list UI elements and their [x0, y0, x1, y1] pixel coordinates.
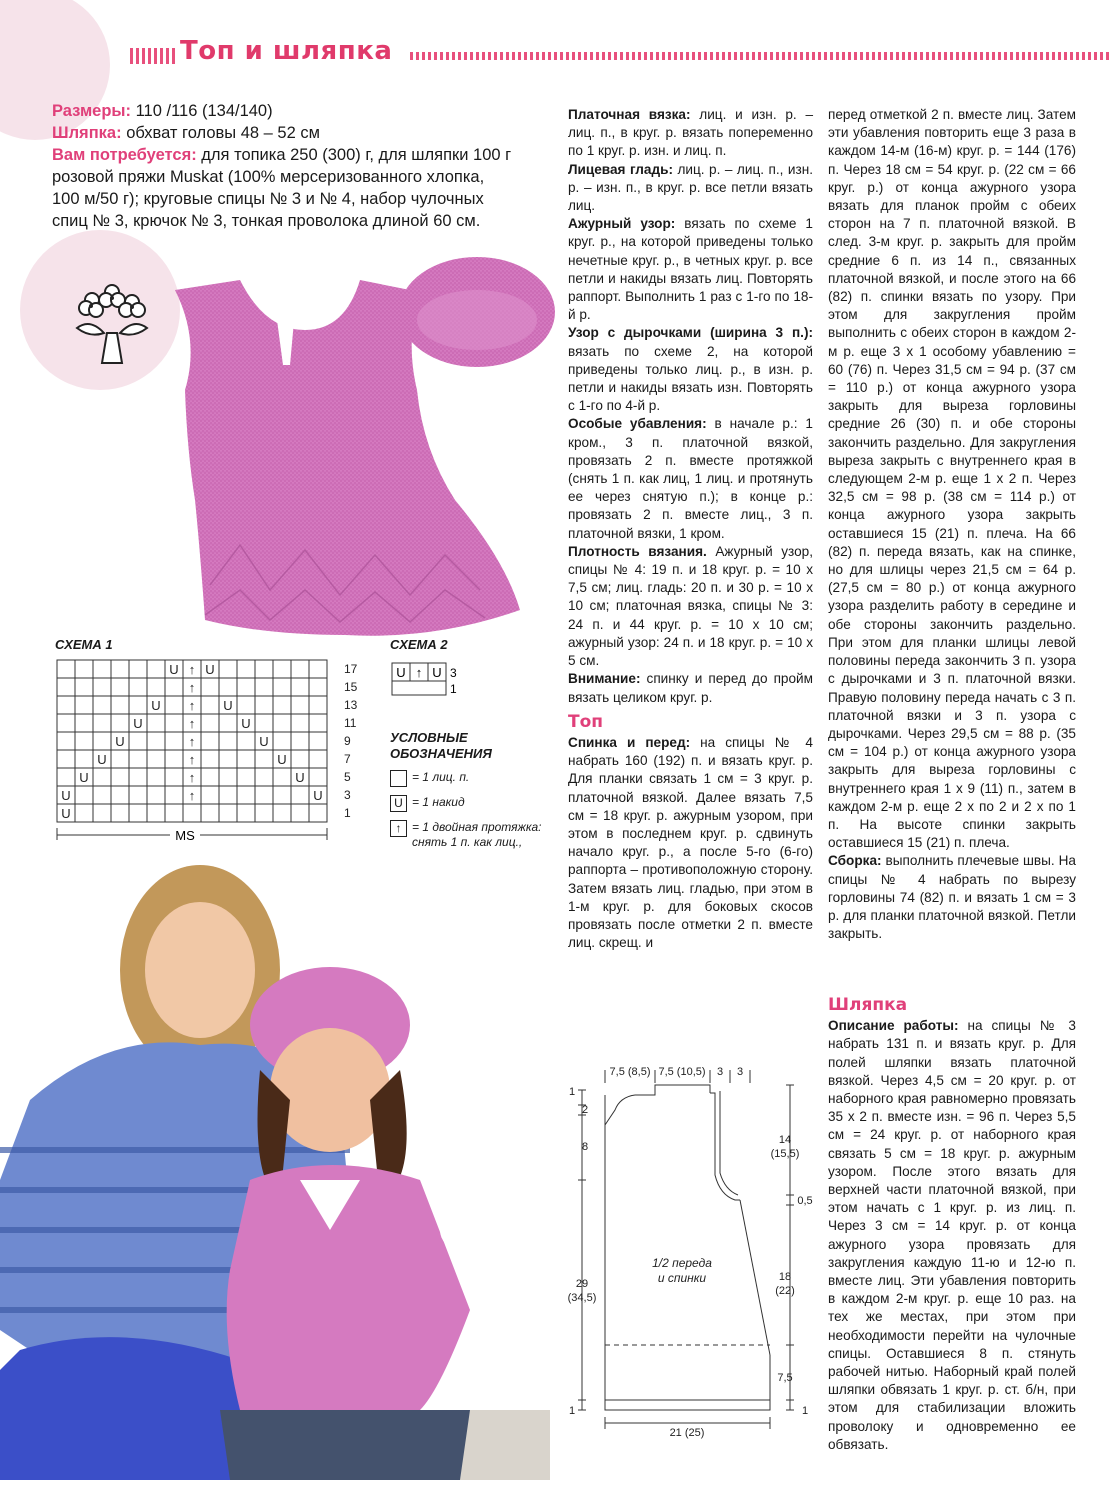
section-label: Лицевая гладь: [568, 161, 673, 177]
section-label: Платочная вязка: [568, 107, 691, 122]
yarn-over-symbol: U [390, 795, 407, 812]
photo-children-wearing-items [0, 850, 550, 1480]
title-bar [130, 36, 1111, 72]
yarn-over-cell: U [61, 788, 71, 803]
legend-title: УСЛОВНЫЕ ОБОЗНАЧЕНИЯ [390, 730, 492, 761]
yarn-over-cell: U [61, 806, 71, 821]
pattern-center-label: 1/2 переда [652, 1256, 712, 1270]
pattern-dim-label: 3 [716, 1066, 724, 1078]
section-label: Сборка: [828, 853, 882, 869]
schema1-row-label: 13 [344, 698, 358, 712]
schema2-title: СХЕМА 2 [390, 637, 448, 652]
pattern-dim-label: 14 [778, 1134, 792, 1146]
pattern-dim-label: 2 [581, 1104, 589, 1116]
double-decrease-cell: ↑ [188, 680, 196, 695]
section-label: Ажурный узор: [568, 216, 676, 232]
section-text: выполнить плечевые швы. На спицы № 4 набрать по вырезу горловины 74 (82) п. и вязать 1 см = 3 р. для планки платочной вязкой. Петли закрыть. [828, 853, 1076, 942]
title-stripes [130, 48, 175, 64]
double-decrease-cell: ↑ [188, 752, 196, 767]
yarn-over-cell: U [79, 770, 89, 785]
legend-item [390, 795, 550, 812]
yarn-over-cell: U [295, 770, 305, 785]
materials-line: розовой пряжи Muskat (100% мерсеризованного хлопка, [52, 168, 485, 186]
double-decrease-cell: ↑ [188, 734, 196, 749]
section-text: лиц. и изн. р. – лиц. п., в круг. р. вязать попеременно по 1 круг. р. изн. и лиц. п. [568, 107, 813, 159]
section-title-top: Топ [568, 711, 604, 732]
schema2-cell: ↑ [415, 665, 423, 680]
schema1-chart [52, 658, 372, 848]
hat-value: обхват головы 48 – 52 см [126, 124, 320, 142]
section-label: Особые убавления: [568, 416, 707, 432]
legend-text: = 1 накид [412, 795, 465, 809]
section-text: на спицы № 3 набрать 131 п. и вязать круг. р. Для полей шляпки вязать платочной вязкой. Через 4,5 см = 20 круг. р. от наборного края равномерно провязать 35 x 2 п. вместе изн. = 96 п. Через 5,5 см = 24 круг. р. от наборного края связать 5 см = 18 круг. р. ажурным узором. После этого вязать для верхней части платочной вязкой, при этом начать с 1 круг. р. из лиц. п. Через 3 см = 14 круг. р. от конца ажурного узора провязать для закругления каждую 11-ю и 12-ю п. вместе лиц. Эти убавления повторить в каждом 2-м круг. р. еще 10 раз. на тех же местах, при этом при необходимости перейти на чулочные спицы. Оставшиеся 8 п. стянуть рабочей нитью. Наборный край полей шляпки обвязать 1 круг. р. ст. б/н, при этом для стабилизации вложить проволоку и одновременно ее обвязать. [828, 1018, 1076, 1452]
pattern-diagram [560, 1055, 820, 1455]
yarn-over-cell: U [313, 788, 323, 803]
product-photo-top-and-hat [155, 250, 565, 640]
section-label: Узор с дырочками (ширина 3 п.): [568, 325, 813, 341]
yarn-over-cell: U [259, 734, 269, 749]
instructions-column-2 [568, 106, 813, 952]
schema1-row-label: 17 [344, 662, 358, 676]
schema2-chart [390, 660, 470, 700]
yarn-over-cell: U [115, 734, 125, 749]
intro-block [52, 100, 522, 232]
materials-label: Вам потребуется: [52, 146, 197, 164]
double-decrease-cell: ↑ [188, 788, 196, 803]
pattern-dim-label: (15,5) [770, 1148, 800, 1160]
legend-text: = 1 лиц. п. [412, 770, 470, 784]
schema2-cell: U [432, 665, 442, 680]
page-title: Топ и шляпка [180, 36, 393, 66]
double-decrease-cell: ↑ [188, 716, 196, 731]
knit-stitch-symbol [390, 770, 407, 787]
pattern-dim-label: 7,5 (8,5) [609, 1066, 651, 1078]
materials-line: 100 м/50 г); круговые спицы № 3 и № 4, набор чулочных [52, 190, 484, 208]
schema1-row-label: 11 [344, 716, 357, 730]
schema1-row-label: 1 [344, 806, 351, 820]
section-text: Ажурный узор, спицы № 4: 19 п. и 18 круг. р. = 10 x 7,5 см; лиц. гладь: 20 п. и 30 р. = 10 x 10 см; платочная вязка, спицы № 3: 24 п. и 44 круг. р. = 10 x 10 см; ажурный узор: 24 п. и 18 круг. р. = 10 x 5 см. [568, 543, 814, 669]
schema2-cell: U [396, 665, 406, 680]
schema1-row-label: 15 [344, 680, 358, 694]
section-text: спинку и перед до пройм вязать целиком круг. р. [568, 671, 813, 705]
section-text: вязать по схеме 1 круг. р., на которой приведены только нечетные круг. р., в четных круг. р. все петли и накиды вязать лиц. Повторять раппорт. Выполнить 1 раз с 1-го по 18-й р. [568, 216, 813, 323]
legend-item [390, 770, 550, 787]
materials-line: спиц № 3, крючок № 3, тонкая проволока длиной 60 см. [52, 212, 481, 230]
yarn-over-cell: U [97, 752, 107, 767]
schema2-row-label: 1 [450, 682, 457, 696]
double-decrease-cell: ↑ [188, 662, 196, 677]
pattern-dim-label: 1 [801, 1405, 809, 1417]
double-decrease-cell: ↑ [188, 770, 196, 785]
flower-bouquet-icon [62, 278, 162, 368]
pattern-dim-label: (34,5) [567, 1292, 597, 1304]
pattern-dim-label: 21 (25) [669, 1427, 705, 1439]
legend-text: = 1 двойная протяжка: снять 1 п. как лиц., [412, 820, 542, 849]
section-title-hat: Шляпка [828, 995, 908, 1015]
instructions-column-3 [828, 106, 1076, 943]
yarn-over-cell: U [169, 662, 179, 677]
pattern-dim-label: 8 [581, 1141, 589, 1153]
pattern-dim-label: 1 [568, 1086, 576, 1098]
double-decrease-symbol: ↑ [390, 820, 407, 837]
pattern-dim-label: 1 [568, 1405, 576, 1417]
yarn-over-cell: U [205, 662, 215, 677]
section-text: в начале р.: 1 кром., 3 п. платочной вязкой, провязать 2 п. вместе протяжкой (снять 1 п. как лиц, 1 лиц. и протянуть ее через снятую п.); в конце р.: провязать 2 п. вместе лиц., 3 п. платочной вязки, 1 кром. [568, 416, 813, 541]
schema1-repeat-label: MS [175, 828, 195, 843]
section-text: перед отметкой 2 п. вместе лиц. Затем эти убавления повторить еще 3 раза в каждом 14-м (16-м) круг. р. = 144 (176) п. Через 18 см = 54 круг. р. (22 см = 66 круг. р.) от конца ажурного узора вязать для планок пройм с обеих сторон на 7 п. платочной вязкой. В след. 3-м круг. р. закрыть для пройм средние 6 п. из 14 п., связанных платочной вязкой, и после этого на 66 (82) п. спинки вязать по узору. При этом для закругления пройм выполнить с обеих сторон в каждом 2-м р. еще 3 x 1 особому убавлению = 60 (76) п. Через 31,5 см = 94 р. (37 см = 110 р.) от конца ажурного узора закрыть для выреза горловины средние 26 (30) п. и обе стороны закончить раздельно. Для закругления выреза закрыть с внутреннего края в следующем 2-м р. еще 1 x 2 п. Через 32,5 см = 98 р. (38 см = 114 р.) от конца ажурного узора закрыть оставшиеся 15 (21) п. плеча. На 66 (82) п. переда вязать, как на спинке, но для шлицы через 21,5 см = 64 р. (27,5 см = 80 р.) от конца ажурного узора разделить работу в середине и обе стороны закончить раздельно. При этом для планки шлицы левой половины переда закончить 3 п. узора с дырочками и 3 п. платочной вязки. Правую половину переда начать с 3 п. платочной вязки и 3 п. узора с дырочками. Через 29,5 см = 88 р. (35 см = 104 р.) от конца ажурного узора закрыть для выреза горловины с внутреннего края 1 x 9 (11) п., затем в каждом 2-м р. еще 2 x по 2 и 2 x по 1 п. На высоте спинки закрыть оставшиеся 15 (21) п. плеча. [828, 107, 1076, 851]
section-text: вязать по схеме 2, на которой приведены только лиц. р., в изн. р. петли и накиды вязать изн. Повторять с 1-го по 4-й р. [568, 343, 813, 414]
schema1-row-label: 9 [344, 734, 351, 748]
yarn-over-cell: U [241, 716, 251, 731]
section-label: Спинка и перед: [568, 734, 691, 750]
pattern-dim-label: 3 [736, 1066, 744, 1078]
schema1-row-label: 5 [344, 770, 351, 784]
section-label: Плотность вязания. [568, 543, 707, 559]
title-rule [410, 52, 1111, 60]
schema2-row-label: 3 [450, 666, 457, 680]
schema1-title: СХЕМА 1 [55, 637, 113, 652]
pattern-dim-label: 7,5 (10,5) [658, 1066, 706, 1078]
sizes-value: 110 /116 (134/140) [135, 102, 273, 120]
yarn-over-cell: U [277, 752, 287, 767]
section-label: Внимание: [568, 671, 641, 687]
pattern-dim-label: 7,5 [777, 1372, 793, 1384]
section-text: на спицы № 4 набрать 160 (192) п. и вязать круг. р. Для планки связать 1 см = 3 круг. р. платочной вязкой. Далее вязать 7,5 см = 18 круг. р. ажурным узором, при этом в последнем круг. р. сдвинуть начало круг. р., а после 5-го (6-го) раппорта – противоположную сторону. Затем вязать лиц. гладью, при этом в 1-м круг. р. для боковых скосов провязать после отметки 2 п. вместе лиц. скрещ. и [568, 734, 813, 951]
pattern-center-label: и спинки [657, 1271, 707, 1285]
pattern-dim-label: (22) [775, 1285, 795, 1297]
section-text: лиц. р. – лиц. п., изн. р. – изн. п., в круг. р. все петли вязать лиц. [568, 161, 813, 214]
materials-line: для топика 250 (300) г, для шляпки 100 г [201, 146, 512, 164]
schema1-row-label: 7 [344, 752, 351, 766]
hat-label: Шляпка: [52, 124, 122, 142]
schema1-row-label: 3 [344, 788, 351, 802]
sizes-label: Размеры: [52, 102, 132, 120]
section-label: Описание работы: [828, 1018, 959, 1034]
double-decrease-cell: ↑ [188, 698, 196, 713]
yarn-over-cell: U [151, 698, 161, 713]
yarn-over-cell: U [223, 698, 233, 713]
pattern-dim-label: 18 [778, 1271, 792, 1283]
pattern-dim-label: 0,5 [797, 1195, 813, 1207]
instructions-column-3-hat [828, 990, 1076, 1454]
pattern-dim-label: 29 [575, 1278, 589, 1290]
yarn-over-cell: U [133, 716, 143, 731]
